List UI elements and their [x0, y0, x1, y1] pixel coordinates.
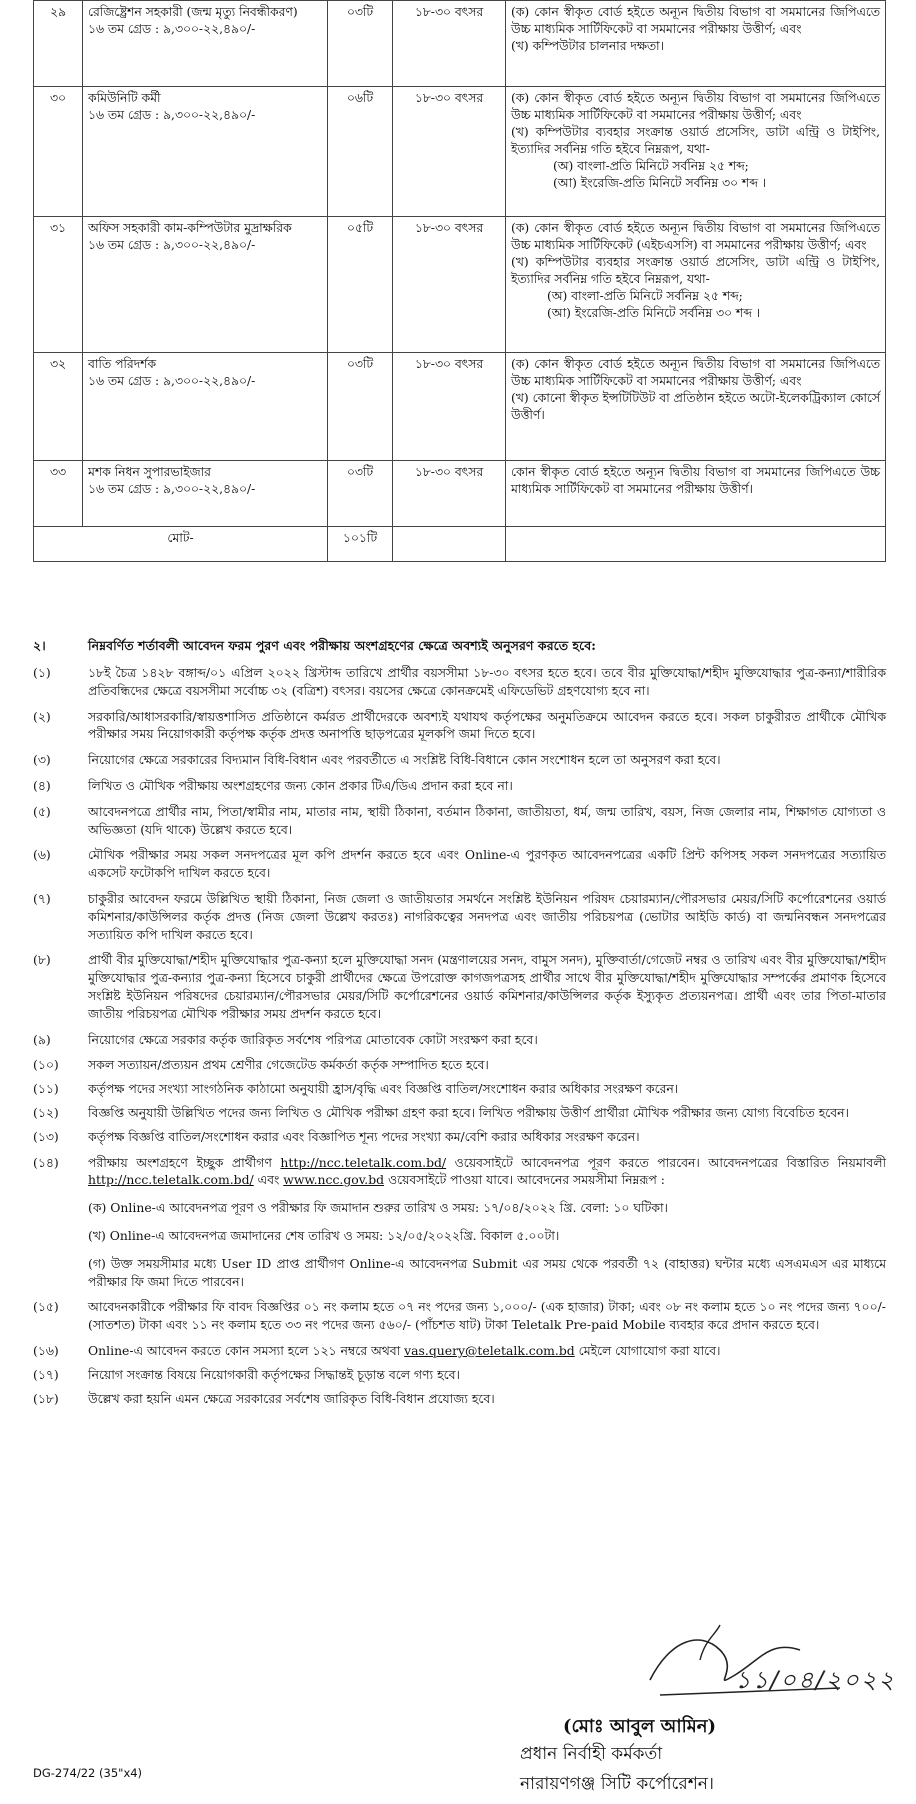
condition-item: [33, 803, 886, 839]
post-grade: ১৬ তম গ্রেড : ৯,৩০০-২২,৪৯০/-: [88, 374, 256, 388]
reference-code: DG-274/22 (35"x4): [33, 1766, 143, 1780]
condition-text: [88, 777, 886, 795]
post-name: বাতি পরিদর্শক: [88, 357, 157, 371]
web-link[interactable]: www.ncc.gov.bd: [283, 1172, 385, 1188]
post-grade: ১৬ তম গ্রেড : ৯,৩০০-২২,৪৯০/-: [88, 482, 256, 496]
condition-text-run: মৌখিক পরীক্ষার সময় সকল সনদপত্রের মূল কপি প্রদর্শন করতে হবে এবং Online-এ পুরণকৃত আবেদনপত্রের একটি প্রিন্ট কপিসহ সকল সনদপত্রের সত্যায়িত একসেট ফটোকপি দাখিল করতে হবে।: [88, 847, 886, 881]
condition-paragraph: [88, 803, 886, 839]
condition-item: [33, 1104, 886, 1122]
typing-speed-line: (আ) ইংরেজি-প্রতি মিনিটে সর্বনিম্ন ৩০ শব্দ ।: [547, 306, 761, 320]
post-grade: ১৬ তম গ্রেড : ৯,৩০০-২২,৪৯০/-: [88, 108, 256, 122]
qualification-line: (খ) কম্পিউটার ব্যবহার সংক্রান্ত ওয়ার্ড প্রসেসিং, ডাটা এন্ট্রি ও টাইপিং, ইত্যাদির সর্বনিম্ন গতি হইবে নিম্নরূপ, যথা-: [511, 255, 880, 286]
condition-paragraph: [88, 890, 886, 943]
condition-number: (৮): [33, 952, 51, 968]
posts-table: [33, 0, 886, 562]
condition-text: [88, 803, 886, 839]
condition-paragraph: [88, 1366, 886, 1384]
typing-speed-line: (আ) ইংরেজি-প্রতি মিনিটে সর্বনিম্ন ৩০ শব্দ ।: [553, 176, 767, 190]
typing-speed-line: (অ) বাংলা-প্রতি মিনিটে সর্বনিম্ন ২৫ শব্দ;: [553, 159, 749, 173]
condition-number: (১৬): [33, 1342, 59, 1358]
condition-text-run: Online-এ আবেদন করতে কোন সমস্যা হলে ১২১ নম্বরে অথবা: [88, 1342, 405, 1358]
condition-text-run: আবেদনকারীকে পরীক্ষার ফি বাবদ বিজ্ঞপ্তির ০১ নং কলাম হতে ০৭ নং পদের জন্য ১,০০০/- (এক হাজার) টাকা; এবং ০৮ নং কলাম হতে ১০ নং পদের জন্য ৭০০/- (সাতশত) টাকা এবং ১১ নং কলাম হতে ৩৩ নং পদের জন্য ৫৬০/- (পাঁচশত ষাট) টাকা Teletalk Pre-paid Mobile ব্যবহার করে প্রদান করতে হবে।: [88, 1299, 886, 1333]
condition-number: (১৫): [33, 1299, 59, 1315]
post-count-cell: ০৬টি: [328, 87, 393, 217]
qualification-line: (ক) কোন স্বীকৃত বোর্ড হইতে অন্যূন দ্বিতীয় বিভাগ বা সমমানের জিপিএতে উচ্চ মাধ্যমিক সার্টিফিকেট বা সমমানের পরীক্ষায় উত্তীর্ণ; এবং: [511, 91, 880, 122]
signatory-organization: নারায়ণগঞ্জ সিটি কর্পোরেশন।: [520, 1774, 715, 1794]
age-limit-cell: ১৮-৩০ বৎসর: [393, 217, 506, 353]
condition-item: [33, 1031, 886, 1049]
condition-text-run: নিয়োগের ক্ষেত্রে সরকারের বিদ্যমান বিধি-বিধান এবং পরবর্তীতে এ সংশ্লিষ্ট বিধি-বিধানে কোন সংশোধন হলে তা অনুসরণ করা হবে।: [88, 752, 721, 768]
application-timeline-item: (ক) Online-এ আবেদনপত্র পূরণ ও পরীক্ষার ফি জমাদান শুরুর তারিখ ও সময়: ১৭/০৪/২০২২ খ্রি. বেলা: ১০ ঘটিকা।: [88, 1200, 668, 1216]
condition-text: [88, 1390, 886, 1408]
condition-text: [88, 1080, 886, 1098]
condition-item: [33, 1080, 886, 1098]
condition-number: (১১): [33, 1081, 59, 1097]
post-count-cell: ০৩টি: [328, 353, 393, 461]
condition-paragraph: [88, 846, 886, 882]
condition-text: [88, 1298, 886, 1334]
condition-text-run: চাকুরীর আবেদন ফরমে উল্লিখিত স্থায়ী ঠিকানা, নিজ জেলা ও জাতীয়তার সমর্থনে সংশ্লিষ্ট ইউনিয়ন পরিষদ চেয়ারম্যান/পৌরসভার মেয়র/সিটি কর্পোরেশনের ওয়ার্ড কমিশনার/কাউন্সিলর কর্তৃক প্রদত্ত (নিজ জেলা উল্লেখ করতঃ) নাগরিকত্বের সনদপত্র এবং জাতীয় পরিচয়পত্র (ভোটার আইডি কার্ড) বা জন্মনিবন্ধন সনদপত্রের সত্যায়িত কপি দাখিল করতে হবে।: [88, 890, 886, 942]
web-link[interactable]: vas.query@teletalk.com.bd: [404, 1342, 575, 1358]
condition-text-run: লিখিত ও মৌখিক পরীক্ষায় অংশগ্রহণের জন্য কোন প্রকার টিএ/ডিএ প্রদান করা হবে না।: [88, 777, 513, 793]
qualification-cell: [506, 461, 886, 527]
qualification-line: (খ) কোনো স্বীকৃত ইন্সটিটিউট বা প্রতিষ্ঠান হইতে অটো-ইলেকট্রিক্যাল কোর্সে উত্তীর্ণ।: [511, 391, 880, 422]
condition-item: [33, 1390, 886, 1408]
qualification-line: (ক) কোন স্বীকৃত বোর্ড হইতে অন্যূন দ্বিতীয় বিভাগ বা সমমানের জিপিএতে উচ্চ মাধ্যমিক সার্টিফিকেট বা সমমানের পরীক্ষায় উত্তীর্ণ; এবং: [511, 5, 880, 36]
qualification-line: কোন স্বীকৃত বোর্ড হইতে অন্যূন দ্বিতীয় বিভাগ বা সমমানের জিপিএতে উচ্চ মাধ্যমিক সার্টিফিকেট বা সমমানের পরীক্ষায় উত্তীর্ণ।: [511, 465, 880, 496]
condition-text-run: ওয়েবসাইটে আবেদনপত্র পূরণ করতে পারবেন। আবেদনপত্রের বিস্তারিত নিয়মাবলী: [446, 1154, 886, 1170]
post-name-cell: [83, 217, 328, 353]
condition-text: [88, 1342, 886, 1360]
age-limit-cell: ১৮-৩০ বৎসর: [393, 87, 506, 217]
serial-cell: ৩৩: [34, 461, 83, 527]
age-limit-cell: ১৮-৩০ বৎসর: [393, 1, 506, 87]
conditions-heading-number: ২।: [33, 638, 46, 653]
condition-paragraph: [88, 1080, 886, 1098]
post-name: অফিস সহকারী কাম-কম্পিউটার মুদ্রাক্ষরিক: [88, 221, 292, 235]
table-row: [34, 1, 886, 87]
condition-text-run: নিয়োগ সংক্রান্ত বিষয়ে নিয়োগকারী কর্তৃপক্ষের সিদ্ধান্তই চূড়ান্ত বলে গণ্য হবে।: [88, 1366, 460, 1382]
condition-item: [33, 1366, 886, 1384]
condition-paragraph: [88, 777, 886, 795]
condition-text: [88, 751, 886, 769]
condition-item: [33, 1298, 886, 1334]
condition-paragraph: [88, 1128, 886, 1146]
condition-number: (৩): [33, 752, 51, 768]
condition-item: [33, 664, 886, 700]
condition-text: [88, 951, 886, 1022]
condition-number: (২): [33, 708, 51, 724]
condition-item: [33, 1056, 886, 1074]
condition-text-run: নিয়োগের ক্ষেত্রে সরকার কর্তৃক জারিকৃত সর্বশেষ পরিপত্র মোতাবেক কোটা সংরক্ষণ করা হবে।: [88, 1031, 538, 1047]
total-value: ১০১টি: [328, 527, 393, 562]
qualification-cell: [506, 87, 886, 217]
total-empty-cell: [393, 527, 506, 562]
condition-item: [33, 751, 886, 769]
qualification-cell: [506, 217, 886, 353]
condition-number: (১৮): [33, 1390, 59, 1406]
post-grade: ১৬ তম গ্রেড : ৯,৩০০-২২,৪৯০/-: [88, 22, 256, 36]
condition-text: [88, 1056, 886, 1074]
condition-item: [33, 890, 886, 943]
condition-paragraph: [88, 708, 886, 744]
condition-item: [33, 708, 886, 744]
post-grade: ১৬ তম গ্রেড : ৯,৩০০-২২,৪৯০/-: [88, 238, 256, 252]
condition-text: [88, 1154, 886, 1291]
condition-text: [88, 890, 886, 943]
condition-number: (১৪): [33, 1154, 59, 1170]
serial-cell: ২৯: [34, 1, 83, 87]
condition-paragraph: [88, 1154, 886, 1190]
condition-number: (৯): [33, 1031, 51, 1047]
conditions-heading: [33, 638, 886, 658]
condition-item: [33, 951, 886, 1022]
condition-text-run: মেইলে যোগাযোগ করা যাবে।: [574, 1342, 721, 1358]
condition-text: [88, 846, 886, 882]
condition-text: [88, 1104, 886, 1122]
condition-paragraph: [88, 951, 886, 1022]
post-name-cell: [83, 461, 328, 527]
condition-number: (৭): [33, 890, 51, 906]
conditions-list: [33, 664, 886, 1407]
condition-paragraph: [88, 751, 886, 769]
condition-text: [88, 1031, 886, 1049]
post-name-cell: [83, 353, 328, 461]
post-name: মশক নিধন সুপারভাইজার: [88, 465, 211, 479]
condition-text-run: সকল সত্যায়ন/প্রত্যয়ন প্রথম শ্রেণীর গেজেটেড কর্মকর্তা কর্তৃক সম্পাদিত হতে হবে।: [88, 1057, 489, 1073]
qualification-line: (ক) কোন স্বীকৃত বোর্ড হইতে অন্যূন দ্বিতীয় বিভাগ বা সমমানের জিপিএতে উচ্চ মাধ্যমিক সার্টিফিকেট (এইচএসসি) বা সমমানের পরীক্ষায় উত্তীর্ণ; এবং: [511, 221, 880, 252]
signature-date: ১১/০৪/২০২২: [735, 1666, 896, 1694]
age-limit-cell: ১৮-৩০ বৎসর: [393, 461, 506, 527]
qualification-line: (খ) কম্পিউটার চালনার দক্ষতা।: [511, 39, 665, 53]
age-limit-cell: ১৮-৩০ বৎসর: [393, 353, 506, 461]
total-row: [34, 527, 886, 562]
condition-text: [88, 664, 886, 700]
post-name-cell: [83, 87, 328, 217]
condition-paragraph: [88, 1104, 886, 1122]
condition-text: [88, 1366, 886, 1384]
condition-text-run: বিজ্ঞপ্তি অনুযায়ী উল্লিখিত পদের জন্য লিখিত ও মৌখিক পরীক্ষা গ্রহণ করা হবে। লিখিত পরীক্ষায় উত্তীর্ণ প্রার্থীরা মৌখিক পরীক্ষার জন্য যোগ্য বিবেচিত হবেন।: [88, 1104, 849, 1120]
table-row: [34, 461, 886, 527]
table-row: [34, 353, 886, 461]
condition-paragraph: [88, 1298, 886, 1334]
qualification-cell: [506, 1, 886, 87]
condition-text-run: প্রার্থী বীর মুক্তিযোদ্ধা/শহীদ মুক্তিযোদ্ধার পুত্র-কন্যা হলে মুক্তিযোদ্ধা সনদ (মন্ত্রণালয়ের সনদ, বামুস সনদ), মুক্তিবার্তা/গেজেট নম্বর ও তারিখ এবং বীর মুক্তিযোদ্ধা/শহীদ মুক্তিযোদ্ধার পুত্র-কন্যার পুত্র-কন্যা হিসেবে চাকুরী প্রার্থীদের ক্ষেত্রে উপরোক্ত কাগজপত্রসহ প্রার্থীর সাথে বীর মুক্তিযোদ্ধা/শহীদ মুক্তিযোদ্ধার সম্পর্কের প্রমাণক হিসেবে সংশ্লিষ্ট ইউনিয়ন পরিষদের চেয়ারম্যান/পৌরসভার মেয়র/সিটি কর্পোরেশনের ওয়ার্ড কমিশনার/কাউন্সিলর কর্তৃক ইস্যুকৃত প্রত্যয়নপত্র। প্রার্থী এবং তার পিতা-মাতার জাতীয় পরিচয়পত্র মৌখিক পরীক্ষার সময় প্রদর্শন করতে হবে।: [88, 952, 886, 1021]
qualification-line: (ক) কোন স্বীকৃত বোর্ড হইতে অন্যূন দ্বিতীয় বিভাগ বা সমমানের জিপিএতে উচ্চ মাধ্যমিক সার্টিফিকেট বা সমমানের পরীক্ষায় উত্তীর্ণ; এবং: [511, 357, 880, 388]
condition-text-run: পরীক্ষায় অংশগ্রহণে ইচ্ছুক প্রার্থীগণ: [88, 1154, 281, 1170]
table-row: [34, 217, 886, 353]
condition-number: (১০): [33, 1057, 59, 1073]
application-timeline-item: (গ) উক্ত সময়সীমার মধ্যে User ID প্রাপ্ত প্রার্থীগণ Online-এ আবেদনপত্র Submit এর সময় থেকে পরবর্তী ৭২ (বাহাত্তর) ঘন্টার মধ্যে এসএমএস এর মাধ্যমে পরীক্ষার ফি জমা দিতে পারবেন।: [88, 1255, 886, 1289]
conditions-heading-text: নিম্নবর্ণিত শর্তাবলী আবেদন ফরম পুরণ এবং পরীক্ষায় অংশগ্রহণের ক্ষেত্রে অবশ্যই অনুসরণ করতে হবে:: [88, 638, 596, 653]
post-count-cell: ০৫টি: [328, 217, 393, 353]
condition-number: (১৭): [33, 1366, 59, 1382]
condition-text-run: আবেদনপত্রে প্রার্থীর নাম, পিতা/স্বামীর নাম, মাতার নাম, স্থায়ী ঠিকানা, বর্তমান ঠিকানা, জাতীয়তা, ধর্ম, জন্ম তারিখ, বয়স, নিজ জেলার নাম, শিক্ষাগত যোগ্যতা ও অভিজ্ঞতা (যদি থাকে) উল্লেখ করতে হবে।: [88, 803, 886, 837]
post-name: রেজিষ্ট্রেশন সহকারী (জন্ম মৃত্যু নিবন্ধীকরণ): [88, 5, 298, 19]
condition-number: (১): [33, 665, 51, 680]
condition-text: [88, 1128, 886, 1146]
condition-number: (১৩): [33, 1128, 59, 1144]
condition-paragraph: [88, 1390, 886, 1408]
serial-cell: ৩২: [34, 353, 83, 461]
post-name: কমিউনিটি কর্মী: [88, 91, 161, 105]
post-name-cell: [83, 1, 328, 87]
condition-paragraph: [88, 1056, 886, 1074]
post-count-cell: ০৩টি: [328, 1, 393, 87]
condition-number: (৫): [33, 803, 51, 819]
condition-item: [33, 777, 886, 795]
condition-item: [33, 1154, 886, 1291]
condition-item: [33, 1128, 886, 1146]
condition-number: (১২): [33, 1104, 59, 1120]
signatory-name: (মোঃ আবুল আমিন): [563, 1716, 716, 1737]
signatory-title: প্রধান নির্বাহী কর্মকর্তা: [520, 1744, 663, 1764]
condition-text-run: উল্লেখ করা হয়নি এমন ক্ষেত্রে সরকারের সর্বশেষ জারিকৃত বিধি-বিধান প্রযোজ্য হবে।: [88, 1390, 495, 1406]
table-row: [34, 87, 886, 217]
post-count-cell: ০৩টি: [328, 461, 393, 527]
condition-text-run: সরকারি/আধাসরকারি/স্বায়ত্তশাসিত প্রতিষ্ঠানে কর্মরত প্রার্থীদেরকে অবশ্যই যথাযথ কর্তৃপক্ষের অনুমতিক্রমে আবেদন করতে হবে। সকল চাকুরীরত প্রার্থীকে মৌখিক পরীক্ষার সময় নিয়োগকারী কর্তৃপক্ষ কর্তৃক প্রদত্ত অনাপত্তি ছাড়পত্রের মূলকপি জমা দিতে হবে।: [88, 708, 886, 742]
condition-text-run: এবং: [253, 1172, 284, 1188]
qualification-cell: [506, 353, 886, 461]
total-label: মোট-: [34, 527, 328, 562]
condition-text-run: ওয়েবসাইটে পাওয়া যাবে। আবেদনের সময়সীমা নিম্নরূপ :: [384, 1172, 665, 1188]
web-link[interactable]: http://ncc.teletalk.com.bd/: [280, 1154, 447, 1170]
condition-text: [88, 708, 886, 744]
condition-text-run: কর্তৃপক্ষ বিজ্ঞপ্তি বাতিল/সংশোধন করার এবং বিজ্ঞাপিত শূন্য পদের সংখ্যা কম/বেশি করার অধিকার সংরক্ষণ করেন।: [88, 1128, 640, 1144]
condition-paragraph: [88, 664, 886, 700]
condition-paragraph: [88, 1342, 886, 1360]
condition-text-run: ১৮ই চৈত্র ১৪২৮ বঙ্গাব্দ/০১ এপ্রিল ২০২২ খ্রিস্টাব্দ তারিখে প্রার্থীর বয়সসীমা ১৮-৩০ বৎসর হতে হবে। তবে বীর মুক্তিযোদ্ধা/শহীদ মুক্তিযোদ্ধার পুত্র-কন্যা/শারীরিক প্রতিবন্ধিদের ক্ষেত্রে বয়সসীমা সর্বোচ্চ ৩২ (বত্রিশ) বৎসর। বয়সের ক্ষেত্রে কোনক্রমেই এফিডেভিট গ্রহণযোগ্য হবে না।: [88, 665, 886, 698]
typing-speed-line: (অ) বাংলা-প্রতি মিনিটে সর্বনিম্ন ২৫ শব্দ;: [547, 289, 743, 303]
condition-paragraph: [88, 1031, 886, 1049]
condition-number: (৪): [33, 777, 51, 793]
total-empty-cell: [506, 527, 886, 562]
condition-item: [33, 846, 886, 882]
application-timeline-item: (খ) Online-এ আবেদনপত্র জমাদানের শেষ তারিখ ও সময়: ১২/০৫/২০২২খ্রি. বিকাল ৫.০০টা।: [88, 1227, 560, 1243]
condition-text-run: কর্তৃপক্ষ পদের সংখ্যা সাংগঠনিক কাঠামো অনুযায়ী হ্রাস/বৃদ্ধি এবং বিজ্ঞপ্তি বাতিল/সংশোধন করার অধিকার সংরক্ষণ করেন।: [88, 1081, 679, 1097]
serial-cell: ৩১: [34, 217, 83, 353]
condition-item: [33, 1342, 886, 1360]
web-link[interactable]: http://ncc.teletalk.com.bd/: [88, 1172, 254, 1188]
condition-number: (৬): [33, 847, 51, 863]
serial-cell: ৩০: [34, 87, 83, 217]
qualification-line: (খ) কম্পিউটার ব্যবহার সংক্রান্ত ওয়ার্ড প্রসেসিং, ডাটা এন্ট্রি ও টাইপিং, ইত্যাদির সর্বনিম্ন গতি হইবে নিম্নরূপ, যথা-: [511, 125, 880, 156]
